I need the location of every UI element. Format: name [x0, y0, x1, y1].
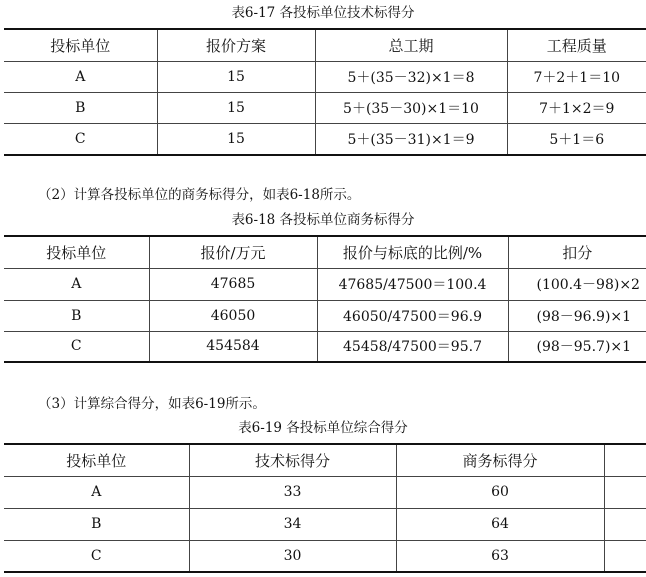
table-cell: 15: [157, 61, 315, 92]
table-row: [4, 123, 646, 155]
table-6-19-caption: 表6-19 各投标单位综合得分: [238, 420, 408, 436]
header-cell: 报价与标底的比例/%: [317, 236, 508, 268]
table-cell: 7＋1×2＝9: [507, 92, 646, 123]
table-6-18-caption: 表6-18 各投标单位商务标得分: [231, 212, 415, 228]
table-cell: A: [4, 61, 157, 92]
header-cell: 商务标得分: [396, 444, 604, 476]
table-cell: 47685: [149, 268, 317, 300]
table-cell: 46050: [149, 300, 317, 331]
table-cell: B: [4, 300, 149, 331]
table-cell: A: [4, 268, 149, 300]
header-cell: 投标单位: [4, 236, 149, 268]
header-cell: 报价/万元: [149, 236, 317, 268]
header-cell: 技术标得分: [189, 444, 396, 476]
table-6-19: [4, 443, 646, 573]
header-cell: 报价方案: [157, 29, 315, 61]
table-cell: C: [4, 123, 157, 155]
table-cell: 34: [189, 508, 396, 540]
table-cell: (98－96.9)×1: [508, 300, 646, 331]
header-cell: 投标单位: [4, 29, 157, 61]
header-cell: 扣分: [508, 236, 646, 268]
table-cell: 45458/47500＝95.7: [317, 331, 508, 362]
table-header-row: [4, 29, 646, 61]
header-cell: 总工期: [315, 29, 507, 61]
table-6-18: [4, 235, 646, 363]
table-row: [4, 508, 646, 540]
table-cell: B: [4, 508, 189, 540]
table-header-row: [4, 236, 646, 268]
empty-cell: [604, 540, 646, 572]
paragraph-step-3: （3）计算综合得分，如表6-19所示。: [38, 396, 266, 412]
table-row: [4, 92, 646, 123]
table-cell: 5＋(35－31)×1＝9: [315, 123, 507, 155]
table-row: [4, 268, 646, 300]
table-cell: C: [4, 331, 149, 362]
table-cell: 30: [189, 540, 396, 572]
empty-cell: [604, 476, 646, 508]
table-cell: 5＋(35－32)×1＝8: [315, 61, 507, 92]
table-cell: 46050/47500＝96.9: [317, 300, 508, 331]
table-row: [4, 476, 646, 508]
table-row: [4, 300, 646, 331]
header-cell: 工程质量: [507, 29, 646, 61]
table-cell: 7＋2＋1＝10: [507, 61, 646, 92]
table-cell: (100.4－98)×2: [508, 268, 646, 300]
table-cell: 5＋(35－30)×1＝10: [315, 92, 507, 123]
table-cell: A: [4, 476, 189, 508]
table-6-17-caption: 表6-17 各投标单位技术标得分: [231, 5, 415, 21]
table-cell: 15: [157, 92, 315, 123]
table-cell: 60: [396, 476, 604, 508]
empty-cell: [604, 444, 646, 476]
header-cell: 投标单位: [4, 444, 189, 476]
paragraph-step-2: （2）计算各投标单位的商务标得分，如表6-18所示。: [38, 187, 361, 203]
table-cell: (98－95.7)×1: [508, 331, 646, 362]
table-cell: 47685/47500＝100.4: [317, 268, 508, 300]
table-cell: 33: [189, 476, 396, 508]
table-cell: 15: [157, 123, 315, 155]
table-cell: 64: [396, 508, 604, 540]
table-row: [4, 331, 646, 362]
table-header-row: [4, 444, 646, 476]
table-cell: 454584: [149, 331, 317, 362]
empty-cell: [604, 508, 646, 540]
table-cell: C: [4, 540, 189, 572]
table-cell: 63: [396, 540, 604, 572]
table-row: [4, 540, 646, 572]
table-row: [4, 61, 646, 92]
table-cell: B: [4, 92, 157, 123]
table-6-17: [4, 28, 646, 156]
table-cell: 5＋1＝6: [507, 123, 646, 155]
